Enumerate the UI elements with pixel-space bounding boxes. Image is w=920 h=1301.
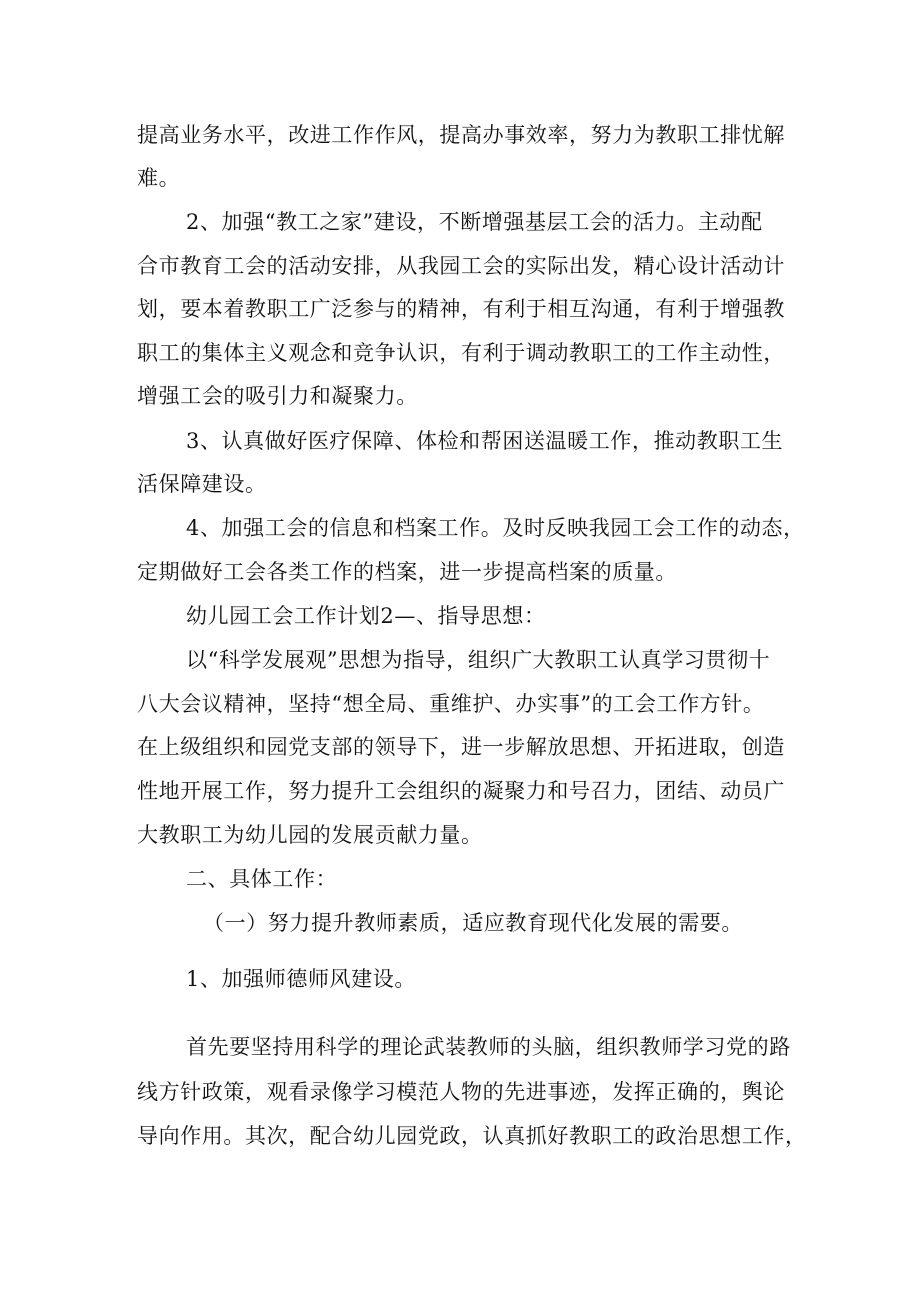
paragraph-line: 大教职工为幼儿园的发展贡献力量。 xyxy=(137,823,483,847)
subsection-heading: 1、加强师德师风建设。 xyxy=(186,967,416,991)
paragraph-line: 划，要本着教职工广泛参与的精神，有利于相互沟通，有利于增强教 xyxy=(137,297,785,321)
section-heading: 二、具体工作： xyxy=(186,867,338,891)
paragraph-line: 提高业务水平，改进工作作风，提高办事效率，努力为教职工排忧解 xyxy=(137,123,785,147)
paragraph-line: 性地开展工作，努力提升工会组织的凝聚力和号召力，团结、动员广 xyxy=(137,779,785,803)
paragraph-line: 首先要坚持用科学的理论武装教师的头脑，组织教师学习党的路 xyxy=(186,1035,791,1059)
paragraph-line: 职工的集体主义观念和竞争认识，有利于调动教职工的工作主动性， xyxy=(137,341,785,365)
paragraph-line: 导向作用。其次，配合幼儿园党政，认真抓好教职工的政治思想工作， xyxy=(137,1124,807,1148)
paragraph-line: 在上级组织和园党支部的领导下，进一步解放思想、开拓进取，创造 xyxy=(137,735,785,759)
paragraph-line: 4、加强工会的信息和档案工作。及时反映我园工会工作的动态， xyxy=(186,516,805,540)
paragraph-line: 线方针政策，观看录像学习模范人物的先进事迹，发挥正确的，舆论 xyxy=(137,1080,785,1104)
paragraph-line: 难。 xyxy=(137,166,181,190)
paragraph-line: 定期做好工会各类工作的档案，进一步提高档案的质量。 xyxy=(137,560,677,584)
paragraph-line: 活保障建设。 xyxy=(137,472,267,496)
paragraph-line: 合市教育工会的活动安排，从我园工会的实际出发，精心设计活动计 xyxy=(137,254,785,278)
subsection-heading: （一）努力提升教师素质，适应教育现代化发展的需要。 xyxy=(203,911,743,935)
paragraph-line: 以“科学发展观”思想为指导，组织广大教职工认真学习贯彻十 xyxy=(186,648,771,672)
paragraph-line: 3、认真做好医疗保障、体检和帮困送温暖工作，推动教职工生 xyxy=(186,429,784,453)
paragraph-line: 2、加强“教工之家”建设，不断增强基层工会的活力。主动配 xyxy=(186,210,763,234)
section-heading: 幼儿园工会工作计划2—、指导思想： xyxy=(186,604,546,628)
paragraph-line: 八大会议精神，坚持“想全局、重维护、办实事”的工会工作方针。 xyxy=(137,692,765,716)
paragraph-line: 增强工会的吸引力和凝聚力。 xyxy=(137,384,418,408)
